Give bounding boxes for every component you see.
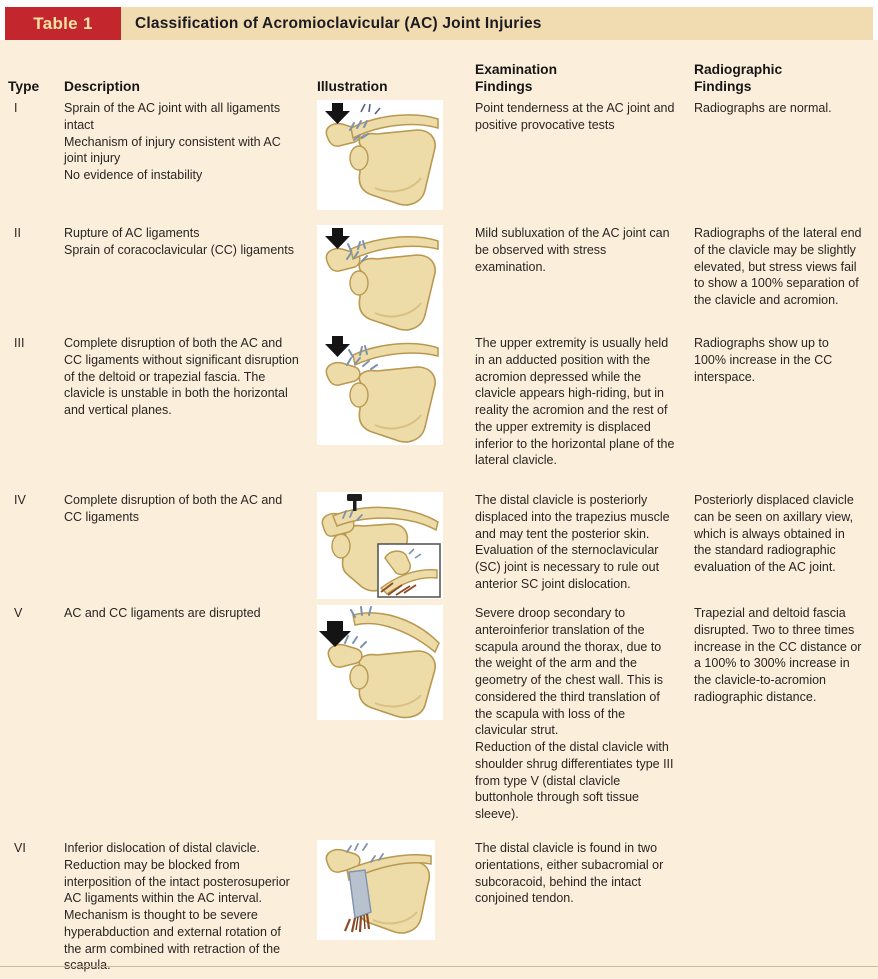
examination-cell: The distal clavicle is posteriorly displaced into the trapezius muscle and may tent the posterior skin. Evaluation of the sternoclavicular (SC) joint is necessary to rule out anterior SC joint dislocation. <box>475 493 670 591</box>
humeral-head <box>350 146 368 170</box>
axillary-inset-view <box>378 544 440 597</box>
scapula <box>359 651 435 718</box>
column-header-radiographic-findings: Radiographic Findings <box>694 62 783 94</box>
illustration-cell <box>317 840 475 974</box>
table-row-type-iv <box>0 492 878 605</box>
description-cell: Complete disruption of both the AC and CC ligaments <box>64 493 283 524</box>
table-row-type-i <box>0 100 878 225</box>
table-row-type-v <box>0 605 878 840</box>
column-header-examination-findings: Examination Findings <box>475 62 558 94</box>
examination-cell: Severe droop secondary to anteroinferior translation of the scapula around the thorax, due to the weight of the arm and the geometry of the chest wall. This is considered the third translation of the scapula with loss of the clavicular strut. Reduction of the distal clavicle with shoulder shrug differentiates type III from type V (distal clavicle buttonhole through soft tissue sleeve). <box>475 606 674 821</box>
scapula <box>359 367 435 442</box>
examination-cell: Mild subluxation of the AC joint can be observed with stress examination. <box>475 226 670 274</box>
shoulder-illustration-type-i <box>317 100 443 210</box>
bottom-divider <box>0 966 878 967</box>
radiographic-cell: Radiographs of the lateral end of the clavicle may be slightly elevated, but stress views fail to show a 100% separation of the clavicle and acromion. <box>694 226 862 307</box>
column-header-description: Description <box>64 78 140 94</box>
illustration-cell <box>317 100 475 225</box>
column-header-illustration: Illustration <box>317 78 388 94</box>
shoulder-illustration-type-vi <box>317 840 435 940</box>
table-title: Classification of Acromioclavicular (AC) Joint Injuries <box>121 7 873 40</box>
type-cell: V <box>14 606 23 620</box>
force-arrow-icon <box>347 494 362 501</box>
type-cell: II <box>14 226 21 240</box>
type-cell: I <box>14 101 18 115</box>
scapula <box>359 255 435 330</box>
radiographic-cell: Posteriorly displaced clavicle can be seen on axillary view, which is always obtained in the standard radiographic evaluation of the AC joint. <box>694 493 854 574</box>
shoulder-illustration-type-iii <box>317 335 443 445</box>
radiographic-cell: Radiographs show up to 100% increase in the CC interspace. <box>694 336 833 384</box>
illustration-cell <box>317 335 475 492</box>
type-cell: IV <box>14 493 26 507</box>
table-row-type-ii <box>0 225 878 335</box>
radiographic-cell: Radiographs are normal. <box>694 101 832 115</box>
type-cell: VI <box>14 841 26 855</box>
shoulder-illustration-type-iv <box>317 492 443 599</box>
illustration-cell <box>317 225 475 335</box>
radiographic-cell <box>694 840 878 974</box>
shoulder-illustration-type-v <box>317 605 443 720</box>
description-cell: Inferior dislocation of distal clavicle. Reduction may be blocked from interposition of the intact posterosuperior AC ligaments within the AC interval. Mechanism is thought to be severe hyperabduction and external rotation of the arm combined with retraction of the scapula. <box>64 841 290 973</box>
description-cell: Sprain of the AC joint with all ligaments intact Mechanism of injury consistent with AC joint injury No evidence of instability <box>64 101 281 182</box>
description-cell: AC and CC ligaments are disrupted <box>64 606 261 620</box>
shoulder-illustration-type-ii <box>317 225 443 335</box>
humeral-head <box>350 271 368 295</box>
radiographic-cell: Trapezial and deltoid fascia disrupted. Two to three times increase in the CC distance or a 100% to 300% increase in the clavicle-to-acromion radiographic distance. <box>694 606 862 704</box>
humeral-head <box>350 665 368 689</box>
examination-cell: Point tenderness at the AC joint and positive provocative tests <box>475 101 675 132</box>
table-number-label: Table 1 <box>5 7 121 40</box>
column-header-row <box>0 53 878 97</box>
scapula <box>359 130 435 205</box>
column-header-type: Type <box>8 78 40 94</box>
humeral-head <box>350 383 368 407</box>
table-row-type-iii <box>0 335 878 492</box>
description-cell: Rupture of AC ligaments Sprain of coracoclavicular (CC) ligaments <box>64 226 294 257</box>
examination-cell: The upper extremity is usually held in an adducted position with the acromion depressed while the clavicle appears high-riding, but in reality the acromion and the rest of the upper extremity is displaced inferior to the horizontal plane of the lateral clavicle. <box>475 336 675 468</box>
illustration-cell <box>317 492 475 605</box>
examination-cell: The distal clavicle is found in two orientations, either subacromial or subcoracoid, behind the intact conjoined tendon. <box>475 841 664 906</box>
humeral-head <box>332 534 350 558</box>
table-body <box>0 40 878 979</box>
table-row-type-vi <box>0 840 878 974</box>
illustration-cell <box>317 605 475 840</box>
description-cell: Complete disruption of both the AC and CC ligaments without significant disruption of the deltoid or trapezial fascia. The clavicle is unstable in both the horizontal and vertical planes. <box>64 336 299 417</box>
type-cell: III <box>14 336 25 350</box>
table-title-bar <box>5 7 873 40</box>
